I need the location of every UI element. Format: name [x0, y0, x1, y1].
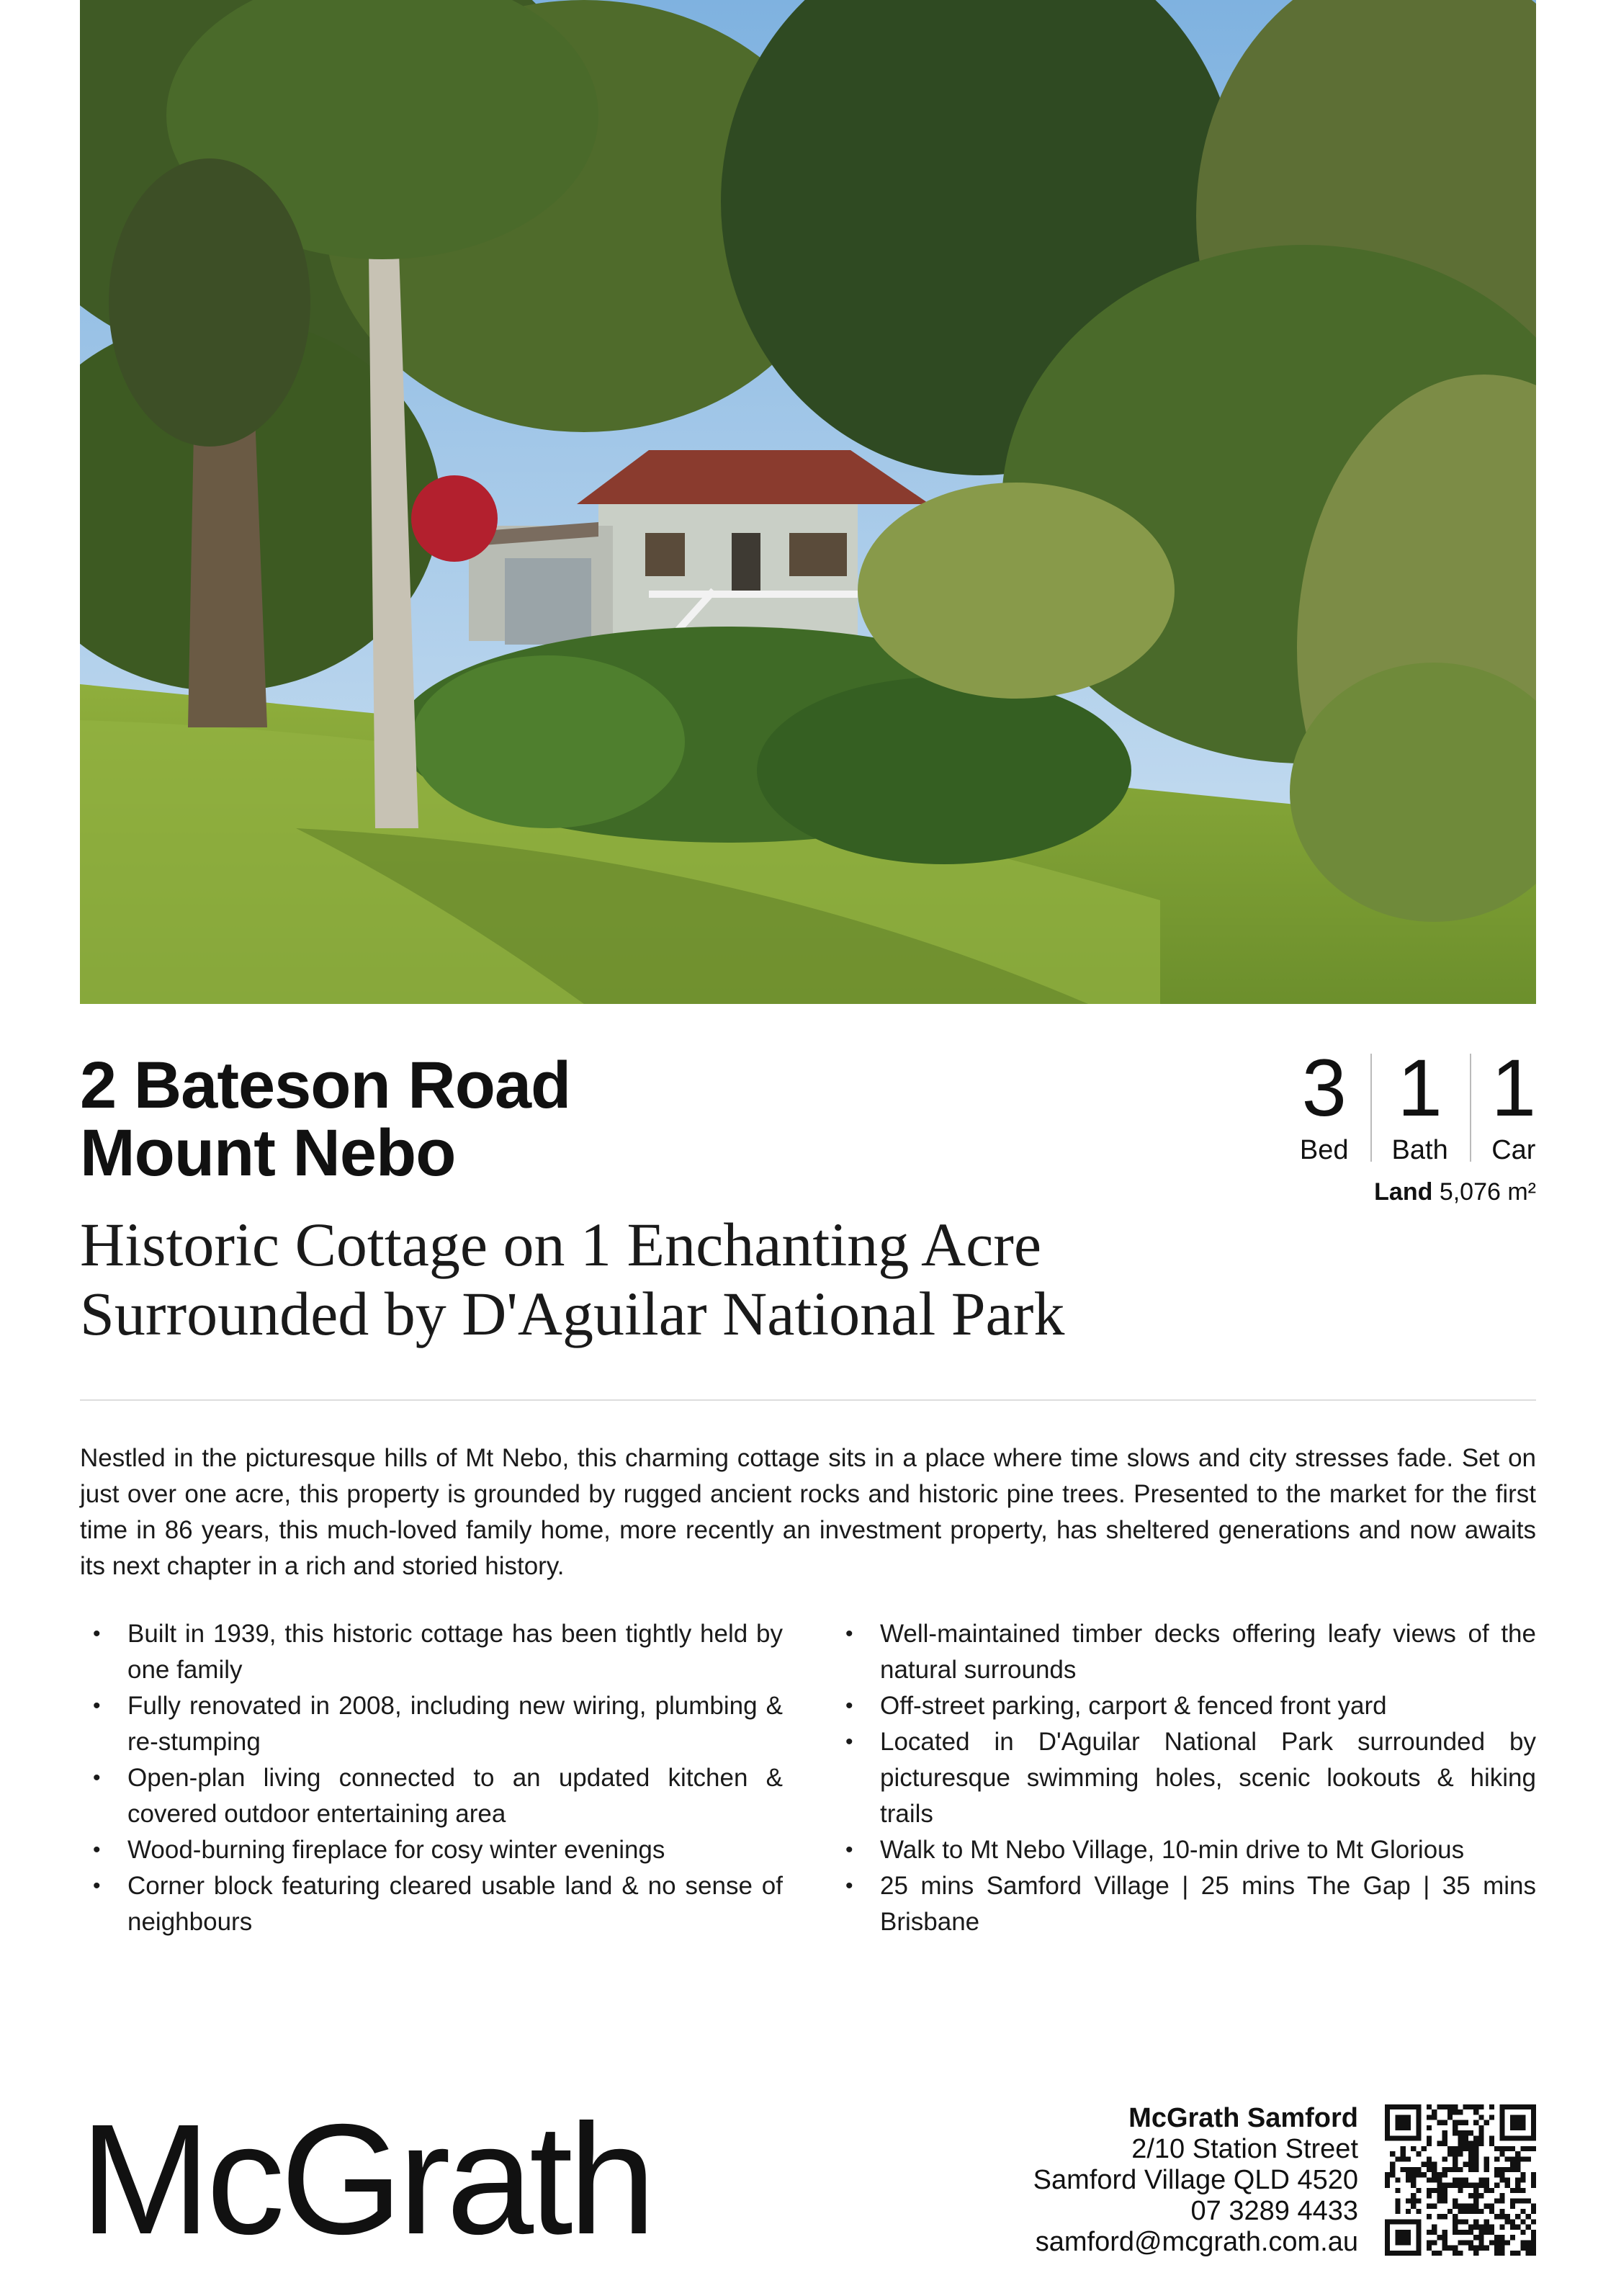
mcgrath-logo: McGrath — [80, 2092, 652, 2267]
property-address — [80, 1049, 571, 1190]
bed-label: Bed — [1299, 1135, 1349, 1165]
bed-stat — [1278, 1043, 1370, 1172]
agency-address-line-1: 2/10 Station Street — [1131, 2134, 1358, 2164]
property-stats — [1278, 1043, 1536, 1172]
agency-email[interactable]: samford@mcgrath.com.au — [1035, 2227, 1358, 2257]
bath-label: Bath — [1391, 1135, 1448, 1165]
agency-phone[interactable]: 07 3289 4433 — [1190, 2196, 1358, 2226]
land-value: 5,076 m² — [1439, 1178, 1536, 1206]
street-address: 2 Bateson Road — [80, 1049, 571, 1122]
feature-item: • Wood-burning fireplace for cosy winter evenings — [80, 1832, 783, 1868]
property-photo-illustration — [80, 0, 1536, 1004]
suburb: Mount Nebo — [80, 1116, 456, 1190]
feature-item: • Off-street parking, carport & fenced front yard — [832, 1688, 1536, 1724]
features-list-left — [80, 1616, 783, 1940]
feature-item: • Fully renovated in 2008, including new wiring, plumbing & re-stumping — [80, 1688, 783, 1760]
car-stat — [1470, 1043, 1536, 1172]
agency-contact — [1033, 2103, 1358, 2258]
headline-line-1: Historic Cottage on 1 Enchanting Acre — [80, 1210, 1042, 1279]
bath-stat — [1370, 1043, 1470, 1172]
feature-item: • Corner block featuring cleared usable land & no sense of neighbours — [80, 1868, 783, 1940]
car-label: Car — [1491, 1135, 1536, 1165]
hero-photo — [80, 0, 1536, 1004]
agency-name: McGrath Samford — [1128, 2103, 1358, 2133]
feature-item: • Open-plan living connected to an updated kitchen & covered outdoor entertaining area — [80, 1760, 783, 1832]
feature-item: • Located in D'Aguilar National Park surrounded by picturesque swimming holes, scenic lookouts & hiking trails — [832, 1724, 1536, 1832]
section-divider — [80, 1399, 1536, 1401]
feature-item: • Built in 1939, this historic cottage has been tightly held by one family — [80, 1616, 783, 1688]
headline-line-2: Surrounded by D'Aguilar National Park — [80, 1279, 1065, 1348]
features-list-right — [832, 1616, 1536, 1940]
bath-count: 1 — [1397, 1043, 1442, 1133]
bed-count: 3 — [1301, 1043, 1347, 1133]
feature-item: • Walk to Mt Nebo Village, 10-min drive to Mt Glorious — [832, 1832, 1536, 1868]
car-count: 1 — [1491, 1043, 1536, 1133]
qr-code-icon[interactable] — [1385, 2104, 1536, 2256]
intro-paragraph: Nestled in the picturesque hills of Mt Nebo, this charming cottage sits in a place where time slows and city stresses fade. Set on just over one acre, this property is grounded by rugged ancient rocks and historic pine trees. Presented to the market for the first time in 86 years, this much-loved family home, more recently an investment property, has sheltered generations and now awaits its next chapter in a rich and storied history. — [80, 1444, 1536, 1580]
land-size — [1374, 1178, 1536, 1206]
land-label: Land — [1374, 1178, 1433, 1206]
agency-address-line-2: Samford Village QLD 4520 — [1033, 2165, 1358, 2195]
property-headline — [80, 1210, 1064, 1348]
feature-item: • 25 mins Samford Village | 25 mins The Gap | 35 mins Brisbane — [832, 1868, 1536, 1940]
feature-item: • Well-maintained timber decks offering leafy views of the natural surrounds — [832, 1616, 1536, 1688]
